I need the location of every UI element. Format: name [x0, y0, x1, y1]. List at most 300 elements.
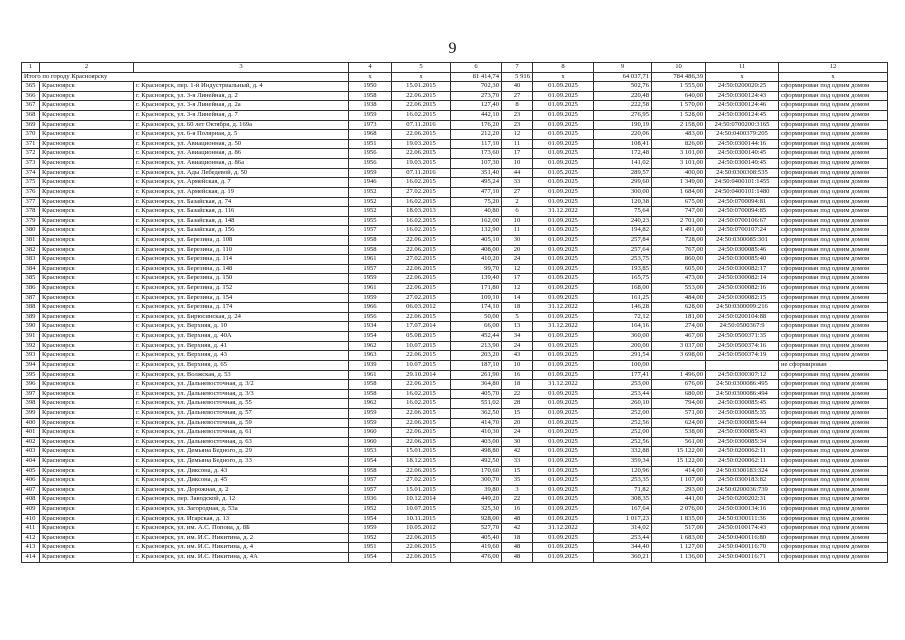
area-cell: 173,60 — [451, 149, 502, 159]
cadastral-number-cell: 24:50:0300085:40 — [706, 255, 779, 265]
address-cell: г. Красноярск, ул. Базайская, д. 74 — [134, 197, 349, 207]
total-cell: x — [706, 72, 779, 82]
relocation-date-cell: 01.09.2025 — [533, 139, 594, 149]
col9-value-cell: 193,85 — [594, 264, 652, 274]
residents-cell: 40 — [502, 82, 533, 92]
residents-cell: 16 — [502, 370, 533, 380]
cadastral-number-cell: 24:50:0500374:19 — [706, 351, 779, 361]
column-number: 9 — [594, 63, 652, 73]
address-cell: г. Красноярск, ул. Дальневосточная, д. 55 — [134, 399, 349, 409]
row-number-cell: 388 — [22, 303, 40, 313]
table-row — [22, 456, 888, 466]
col9-value-cell: 257,64 — [594, 245, 652, 255]
settlement-cell: Красноярск — [40, 514, 134, 524]
address-cell: г. Красноярск, пер. 1-й Индустриальный, д. 4 — [134, 82, 349, 92]
address-cell: г. Красноярск, ул. Березина, д. 110 — [134, 245, 349, 255]
col9-value-cell: 314,02 — [594, 524, 652, 534]
plot-status-cell: сформирован под одним домом — [779, 322, 888, 332]
area-cell: 405,40 — [451, 533, 502, 543]
row-number-cell: 371 — [22, 139, 40, 149]
plot-area-cell: 1 835,00 — [652, 514, 706, 524]
recognition-date-cell: 10.07.2015 — [392, 505, 451, 515]
cadastral-number-cell: 24:50:0300111:36 — [706, 514, 779, 524]
residents-cell: 17 — [502, 274, 533, 284]
total-area: 81 414,74 — [451, 72, 502, 82]
recognition-date-cell: 22.06.2015 — [392, 553, 451, 563]
col9-value-cell: 220,48 — [594, 91, 652, 101]
plot-area-cell: 538,00 — [652, 428, 706, 438]
year-built-cell: 1959 — [349, 418, 392, 428]
address-cell: г. Красноярск, ул. Базайская, д. 148 — [134, 216, 349, 226]
relocation-date-cell: 01.09.2025 — [533, 360, 594, 370]
cadastral-number-cell: 24:50:0300086:495 — [706, 380, 779, 390]
year-built-cell: 1962 — [349, 399, 392, 409]
year-built-cell: 1956 — [349, 149, 392, 159]
residents-cell: 14 — [502, 293, 533, 303]
area-cell: 171,80 — [451, 284, 502, 294]
year-built-cell: 1968 — [349, 130, 392, 140]
plot-area-cell: 1 570,00 — [652, 101, 706, 111]
table-row — [22, 120, 888, 130]
recognition-date-cell: 22.06.2015 — [392, 466, 451, 476]
plot-area-cell: 1 491,00 — [652, 226, 706, 236]
plot-area-cell: 628,00 — [652, 303, 706, 313]
area-cell: 405,10 — [451, 235, 502, 245]
plot-area-cell: 293,00 — [652, 485, 706, 495]
col9-value-cell: 240,23 — [594, 216, 652, 226]
recognition-date-cell: 22.06.2015 — [392, 235, 451, 245]
plot-area-cell: 441,00 — [652, 495, 706, 505]
col9-value-cell: 161,25 — [594, 293, 652, 303]
total-label: Итого по городу Красноярску — [22, 72, 349, 82]
relocation-date-cell: 01.09.2025 — [533, 495, 594, 505]
city-total-row — [22, 72, 888, 82]
area-cell: 213,90 — [451, 341, 502, 351]
table-row — [22, 476, 888, 486]
recognition-date-cell: 29.10.2014 — [392, 370, 451, 380]
relocation-date-cell: 31.12.2022 — [533, 207, 594, 217]
address-cell: г. Красноярск, пер. Заводской, д. 12 — [134, 495, 349, 505]
relocation-date-cell: 01.09.2025 — [533, 389, 594, 399]
relocation-date-cell: 01.09.2025 — [533, 216, 594, 226]
row-number-cell: 383 — [22, 255, 40, 265]
plot-status-cell: сформирован под одним домом — [779, 226, 888, 236]
col9-value-cell: 253,35 — [594, 476, 652, 486]
plot-area-cell: 1 136,00 — [652, 553, 706, 563]
year-built-cell: 1951 — [349, 139, 392, 149]
address-cell: г. Красноярск, ул. Дальневосточная, д. 59 — [134, 418, 349, 428]
year-built-cell: 1957 — [349, 264, 392, 274]
settlement-cell: Красноярск — [40, 101, 134, 111]
settlement-cell: Красноярск — [40, 245, 134, 255]
residents-cell: 18 — [502, 303, 533, 313]
year-built-cell: 1959 — [349, 111, 392, 121]
address-cell: г. Красноярск, ул. Верхняя, д. 65 — [134, 360, 349, 370]
plot-status-cell: сформирован под одним домом — [779, 274, 888, 284]
area-cell: 492,50 — [451, 456, 502, 466]
plot-status-cell: сформирован под одним домом — [779, 543, 888, 553]
address-cell: г. Красноярск, ул. Березина, д. 150 — [134, 274, 349, 284]
column-number: 4 — [349, 63, 392, 73]
row-number-cell: 407 — [22, 485, 40, 495]
col9-value-cell: 168,00 — [594, 284, 652, 294]
residents-cell: 23 — [502, 120, 533, 130]
row-number-cell: 397 — [22, 389, 40, 399]
plot-status-cell: сформирован под одним домом — [779, 197, 888, 207]
total-cell: x — [392, 72, 451, 82]
settlement-cell: Красноярск — [40, 284, 134, 294]
year-built-cell: 1958 — [349, 91, 392, 101]
row-number-cell: 373 — [22, 159, 40, 169]
settlement-cell: Красноярск — [40, 120, 134, 130]
plot-area-cell: 1 496,00 — [652, 370, 706, 380]
year-built-cell: 1954 — [349, 514, 392, 524]
cadastral-number-cell: 24:50:0200062:11 — [706, 447, 779, 457]
column-number: 12 — [779, 63, 888, 73]
plot-area-cell: 561,00 — [652, 437, 706, 447]
plot-area-cell: 640,00 — [652, 91, 706, 101]
cadastral-number-cell: 24:50:0300308:535 — [706, 168, 779, 178]
cadastral-number-cell: 24:50:0300124:46 — [706, 101, 779, 111]
settlement-cell: Красноярск — [40, 168, 134, 178]
cadastral-number-cell: 24:50:0700107:24 — [706, 226, 779, 236]
area-cell: 127,40 — [451, 101, 502, 111]
plot-area-cell: 483,00 — [652, 130, 706, 140]
plot-area-cell: 747,00 — [652, 207, 706, 217]
cadastral-number-cell: 24:50:0300124:45 — [706, 111, 779, 121]
plot-status-cell: сформирован под одним домом — [779, 284, 888, 294]
residents-cell: 33 — [502, 178, 533, 188]
settlement-cell: Красноярск — [40, 235, 134, 245]
area-cell: 99,70 — [451, 264, 502, 274]
area-cell: 107,30 — [451, 159, 502, 169]
plot-area-cell: 624,00 — [652, 418, 706, 428]
area-cell: 449,20 — [451, 495, 502, 505]
residents-cell: 23 — [502, 111, 533, 121]
registry-table — [21, 62, 888, 563]
year-built-cell: 1954 — [349, 456, 392, 466]
relocation-date-cell: 01.09.2025 — [533, 187, 594, 197]
plot-status-cell: сформирован под одним домом — [779, 447, 888, 457]
table-row — [22, 226, 888, 236]
plot-area-cell: 15 122,00 — [652, 456, 706, 466]
settlement-cell: Красноярск — [40, 553, 134, 563]
year-built-cell: 1938 — [349, 101, 392, 111]
recognition-date-cell: 15.01.2015 — [392, 485, 451, 495]
relocation-date-cell: 01.09.2025 — [533, 533, 594, 543]
year-built-cell: 1957 — [349, 485, 392, 495]
row-number-cell: 409 — [22, 505, 40, 515]
residents-cell: 24 — [502, 428, 533, 438]
area-cell: 261,90 — [451, 370, 502, 380]
table-row — [22, 216, 888, 226]
table-row — [22, 341, 888, 351]
year-built-cell: 1952 — [349, 505, 392, 515]
recognition-date-cell: 27.02.2015 — [392, 187, 451, 197]
table-row — [22, 543, 888, 553]
plot-status-cell: сформирован под одним домом — [779, 466, 888, 476]
row-number-cell: 412 — [22, 533, 40, 543]
col9-value-cell: 165,75 — [594, 274, 652, 284]
plot-area-cell: 181,00 — [652, 312, 706, 322]
year-built-cell: 1956 — [349, 312, 392, 322]
plot-area-cell: 1 349,00 — [652, 178, 706, 188]
address-cell: г. Красноярск, ул. Базайская, д. 116 — [134, 207, 349, 217]
residents-cell: 48 — [502, 543, 533, 553]
plot-status-cell: сформирован под одним домом — [779, 111, 888, 121]
row-number-cell: 377 — [22, 197, 40, 207]
settlement-cell: Красноярск — [40, 216, 134, 226]
column-number: 5 — [392, 63, 451, 73]
column-number: 2 — [40, 63, 134, 73]
row-number-cell: 401 — [22, 428, 40, 438]
residents-cell: 2 — [502, 197, 533, 207]
table-row — [22, 380, 888, 390]
area-cell: 132,90 — [451, 226, 502, 236]
year-built-cell: 1952 — [349, 533, 392, 543]
area-cell: 162,00 — [451, 216, 502, 226]
plot-status-cell: сформирован под одним домом — [779, 82, 888, 92]
settlement-cell: Красноярск — [40, 524, 134, 534]
address-cell: г. Красноярск, ул. Армейская, д. 7 — [134, 178, 349, 188]
year-built-cell: 1957 — [349, 476, 392, 486]
cadastral-number-cell: 24:50:0300085:43 — [706, 428, 779, 438]
residents-cell: 15 — [502, 466, 533, 476]
residents-cell: 6 — [502, 207, 533, 217]
row-number-cell: 403 — [22, 447, 40, 457]
year-built-cell: 1960 — [349, 428, 392, 438]
col9-value-cell: 146,28 — [594, 303, 652, 313]
plot-status-cell: сформирован под одним домом — [779, 303, 888, 313]
recognition-date-cell: 22.06.2015 — [392, 543, 451, 553]
relocation-date-cell: 01.09.2025 — [533, 505, 594, 515]
address-cell: г. Красноярск, ул. им. И.С. Никитина, д. 2 — [134, 533, 349, 543]
col9-value-cell: 299,60 — [594, 178, 652, 188]
area-cell: 117,10 — [451, 139, 502, 149]
year-built-cell: 1953 — [349, 447, 392, 457]
relocation-date-cell: 01.09.2025 — [533, 197, 594, 207]
plot-area-cell: 1 127,00 — [652, 543, 706, 553]
relocation-date-cell: 01.09.2025 — [533, 447, 594, 457]
plot-status-cell: сформирован под одним домом — [779, 139, 888, 149]
plot-area-cell: 400,00 — [652, 168, 706, 178]
recognition-date-cell: 19.03.2015 — [392, 139, 451, 149]
table-row — [22, 360, 888, 370]
address-cell: г. Красноярск, ул. Демьяна Бедного, д. 33 — [134, 456, 349, 466]
relocation-date-cell: 01.05.2025 — [533, 168, 594, 178]
plot-status-cell: сформирован под одним домом — [779, 428, 888, 438]
row-number-cell: 413 — [22, 543, 40, 553]
row-number-cell: 380 — [22, 226, 40, 236]
recognition-date-cell: 18.12.2015 — [392, 456, 451, 466]
settlement-cell: Красноярск — [40, 82, 134, 92]
relocation-date-cell: 01.09.2025 — [533, 82, 594, 92]
col9-value-cell: 71,82 — [594, 485, 652, 495]
recognition-date-cell: 05.08.2015 — [392, 332, 451, 342]
year-built-cell: 1952 — [349, 207, 392, 217]
plot-status-cell: сформирован под одним домом — [779, 91, 888, 101]
plot-area-cell: 467,00 — [652, 332, 706, 342]
settlement-cell: Красноярск — [40, 226, 134, 236]
settlement-cell: Красноярск — [40, 543, 134, 553]
relocation-date-cell: 31.12.2022 — [533, 303, 594, 313]
plot-status-cell: сформирован под одним домом — [779, 168, 888, 178]
year-built-cell: 1962 — [349, 341, 392, 351]
recognition-date-cell: 22.06.2015 — [392, 245, 451, 255]
year-built-cell: 1959 — [349, 293, 392, 303]
total-residents: 5 916 — [502, 72, 533, 82]
col9-value-cell: 253,44 — [594, 389, 652, 399]
row-number-cell: 405 — [22, 466, 40, 476]
recognition-date-cell: 22.06.2015 — [392, 380, 451, 390]
cadastral-number-cell: 24:50:0300140:45 — [706, 149, 779, 159]
address-cell: г. Красноярск, ул. Березина, д. 148 — [134, 264, 349, 274]
row-number-cell: 406 — [22, 476, 40, 486]
cadastral-number-cell: 24:50:0500371:35 — [706, 332, 779, 342]
col9-value-cell: 120,38 — [594, 197, 652, 207]
row-number-cell: 386 — [22, 284, 40, 294]
plot-status-cell: сформирован под одним домом — [779, 533, 888, 543]
cadastral-number-cell: 24:50:0700094:81 — [706, 197, 779, 207]
year-built-cell: 1951 — [349, 543, 392, 553]
year-built-cell: 1936 — [349, 495, 392, 505]
plot-status-cell: сформирован под одним домом — [779, 351, 888, 361]
year-built-cell: 1957 — [349, 226, 392, 236]
plot-area-cell: 3 698,00 — [652, 351, 706, 361]
column-number: 11 — [706, 63, 779, 73]
cadastral-number-cell: 24:50:0300085:301 — [706, 235, 779, 245]
col9-value-cell: 1 017,23 — [594, 514, 652, 524]
row-number-cell: 393 — [22, 351, 40, 361]
relocation-date-cell: 01.09.2025 — [533, 351, 594, 361]
area-cell: 50,00 — [451, 312, 502, 322]
recognition-date-cell: 22.06.2015 — [392, 312, 451, 322]
table-row — [22, 514, 888, 524]
relocation-date-cell: 01.09.2025 — [533, 466, 594, 476]
address-cell: г. Красноярск, ул. Ады Лебедевой, д. 50 — [134, 168, 349, 178]
plot-area-cell: 2 701,00 — [652, 216, 706, 226]
cadastral-number-cell: 24:50:0300082:15 — [706, 293, 779, 303]
recognition-date-cell: 10.07.2015 — [392, 360, 451, 370]
total-cell: x — [533, 72, 594, 82]
plot-area-cell: 517,00 — [652, 524, 706, 534]
row-number-cell: 385 — [22, 274, 40, 284]
area-cell: 170,60 — [451, 466, 502, 476]
column-number: 3 — [134, 63, 349, 73]
col9-value-cell: 194,82 — [594, 226, 652, 236]
col9-value-cell: 253,75 — [594, 255, 652, 265]
year-built-cell: 1958 — [349, 380, 392, 390]
row-number-cell: 382 — [22, 245, 40, 255]
address-cell: г. Красноярск, ул. Верхняя, д. 43 — [134, 351, 349, 361]
plot-status-cell: сформирован под одним домом — [779, 264, 888, 274]
address-cell: г. Красноярск, ул. им. И.С. Никитина, д. 4А — [134, 553, 349, 563]
row-number-cell: 392 — [22, 341, 40, 351]
year-built-cell: 1961 — [349, 255, 392, 265]
area-cell: 452,44 — [451, 332, 502, 342]
table-row — [22, 437, 888, 447]
address-cell: г. Красноярск, ул. Дорожная, д. 2 — [134, 485, 349, 495]
row-number-cell: 402 — [22, 437, 40, 447]
year-built-cell: 1961 — [349, 370, 392, 380]
row-number-cell: 374 — [22, 168, 40, 178]
table-row — [22, 505, 888, 515]
address-cell: г. Красноярск, ул. Березина, д. 108 — [134, 235, 349, 245]
column-number: 6 — [451, 63, 502, 73]
settlement-cell: Красноярск — [40, 255, 134, 265]
cadastral-number-cell: 24:50:0400101:1455 — [706, 178, 779, 188]
cadastral-number-cell: 24:50:0700200:3165 — [706, 120, 779, 130]
recognition-date-cell: 17.07.2014 — [392, 322, 451, 332]
area-cell: 410,20 — [451, 255, 502, 265]
plot-area-cell: 676,00 — [652, 380, 706, 390]
residents-cell: 20 — [502, 245, 533, 255]
year-built-cell: 1966 — [349, 303, 392, 313]
col9-value-cell: 220,06 — [594, 130, 652, 140]
plot-status-cell: сформирован под одним домом — [779, 255, 888, 265]
cadastral-number-cell: 24:50:0100174:43 — [706, 524, 779, 534]
area-cell: 476,00 — [451, 553, 502, 563]
year-built-cell: 1958 — [349, 235, 392, 245]
table-row — [22, 159, 888, 169]
plot-area-cell: 1 528,00 — [652, 111, 706, 121]
area-cell: 139,40 — [451, 274, 502, 284]
col9-value-cell: 100,00 — [594, 360, 652, 370]
table-row — [22, 255, 888, 265]
relocation-date-cell: 01.09.2025 — [533, 111, 594, 121]
plot-area-cell: 1 683,00 — [652, 533, 706, 543]
table-row — [22, 553, 888, 563]
settlement-cell: Красноярск — [40, 485, 134, 495]
settlement-cell: Красноярск — [40, 332, 134, 342]
cadastral-number-cell: 24:50:0300307:12 — [706, 370, 779, 380]
cadastral-number-cell: 24:50:0300183:324 — [706, 466, 779, 476]
year-built-cell: 1959 — [349, 408, 392, 418]
area-cell: 410,30 — [451, 428, 502, 438]
settlement-cell: Красноярск — [40, 437, 134, 447]
total-cell: x — [349, 72, 392, 82]
cadastral-number-cell: 24:50:0300082:16 — [706, 284, 779, 294]
col9-value-cell: 252,00 — [594, 408, 652, 418]
recognition-date-cell: 19.03.2015 — [392, 159, 451, 169]
address-cell: г. Красноярск, ул. Авиационная, д. 50 — [134, 139, 349, 149]
table-row — [22, 197, 888, 207]
table-row — [22, 82, 888, 92]
settlement-cell: Красноярск — [40, 399, 134, 409]
settlement-cell: Красноярск — [40, 505, 134, 515]
table-row — [22, 312, 888, 322]
residents-cell: 12 — [502, 284, 533, 294]
settlement-cell: Красноярск — [40, 274, 134, 284]
settlement-cell: Красноярск — [40, 466, 134, 476]
settlement-cell: Красноярск — [40, 149, 134, 159]
cadastral-number-cell: 24:50:0300085:46 — [706, 245, 779, 255]
relocation-date-cell: 01.09.2025 — [533, 159, 594, 169]
settlement-cell: Красноярск — [40, 207, 134, 217]
col9-value-cell: 502,76 — [594, 82, 652, 92]
residents-cell: 30 — [502, 235, 533, 245]
recognition-date-cell: 22.06.2015 — [392, 284, 451, 294]
cadastral-number-cell: 24:50:0500367:9 — [706, 322, 779, 332]
row-number-cell: 365 — [22, 82, 40, 92]
settlement-cell: Красноярск — [40, 380, 134, 390]
relocation-date-cell: 01.09.2025 — [533, 312, 594, 322]
cadastral-number-cell: 24:50:0500374:16 — [706, 341, 779, 351]
col9-value-cell: 75,64 — [594, 207, 652, 217]
relocation-date-cell: 01.09.2025 — [533, 456, 594, 466]
row-number-cell: 398 — [22, 399, 40, 409]
plot-status-cell: сформирован под одним домом — [779, 187, 888, 197]
